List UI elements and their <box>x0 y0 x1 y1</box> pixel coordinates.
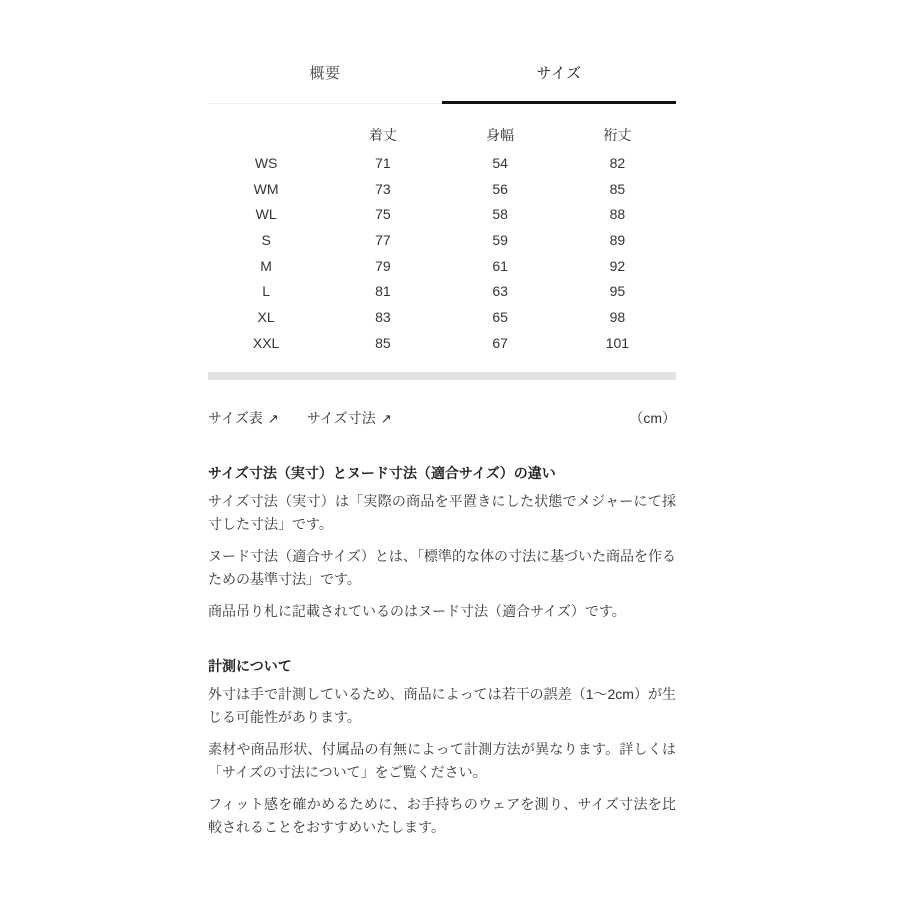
section-heading: 計測について <box>208 657 292 674</box>
row-size-label: L <box>262 283 271 300</box>
link-size-measurements-label: サイズ寸法 <box>306 409 376 426</box>
size-table-head <box>208 120 676 150</box>
paragraph: サイズ寸法（実寸）は「実際の商品を平置きにした状態でメジャーにて採寸した寸法」です。 <box>208 492 676 532</box>
cell-mihaba: 63 <box>492 283 508 300</box>
cell-kitake: 79 <box>375 257 391 274</box>
table-header-row <box>208 120 676 150</box>
tab-size-label: サイズ <box>536 65 582 82</box>
tab-bar <box>208 64 676 104</box>
cell-mihaba: 61 <box>492 257 508 274</box>
table-row <box>208 201 676 227</box>
row-size-label: WS <box>254 154 278 171</box>
cell-kitake: 71 <box>375 154 391 171</box>
cell-kitake: 77 <box>375 231 391 248</box>
cell-yukitake: 85 <box>609 180 626 197</box>
row-size-label: WL <box>255 206 277 223</box>
cell-kitake: 75 <box>375 206 391 223</box>
section-heading: サイズ寸法（実寸）とヌード寸法（適合サイズ）の違い <box>208 464 556 481</box>
row-size-label: WM <box>253 180 279 197</box>
row-size-label: S <box>261 231 271 248</box>
paragraph: ヌード寸法（適合サイズ）とは、「標準的な体の寸法に基づいた商品を作るための基準寸法」です。 <box>208 547 676 587</box>
tab-size[interactable] <box>442 64 676 104</box>
cell-mihaba: 54 <box>492 154 508 171</box>
cell-yukitake: 101 <box>605 334 630 351</box>
paragraph: 外寸は手で計測しているため、商品によっては若干の誤差（1〜2cm）が生じる可能性があります。 <box>208 685 676 725</box>
cell-yukitake: 89 <box>609 231 626 248</box>
table-row <box>208 176 676 202</box>
size-measurement-table <box>208 120 676 356</box>
cell-mihaba: 59 <box>492 231 508 248</box>
table-row <box>208 227 676 253</box>
row-size-label: M <box>260 257 272 274</box>
link-size-chart-label: サイズ表 <box>208 409 263 426</box>
tab-overview[interactable] <box>208 64 442 104</box>
cell-mihaba: 67 <box>492 334 508 351</box>
tab-overview-label: 概要 <box>309 65 341 82</box>
size-table-body <box>208 150 676 356</box>
cell-mihaba: 58 <box>492 206 508 223</box>
cell-kitake: 83 <box>375 308 391 325</box>
link-size-chart[interactable] <box>208 408 279 429</box>
content-column <box>208 0 676 839</box>
external-link-arrow-icon: ↗ <box>267 410 279 426</box>
cell-kitake: 81 <box>375 283 391 300</box>
row-size-label: XXL <box>252 334 280 351</box>
link-size-measurements[interactable] <box>307 408 392 429</box>
column-header-kitake: 着丈 <box>368 127 397 143</box>
table-corner-header <box>208 120 324 150</box>
paragraph: 素材や商品形状、付属品の有無によって計測方法が異なります。詳しくは「サイズの寸法について」をご覧ください。 <box>208 740 676 780</box>
table-row <box>208 150 676 176</box>
table-horizontal-scrollbar[interactable] <box>208 372 676 380</box>
table-row <box>208 278 676 304</box>
cell-mihaba: 56 <box>492 180 508 197</box>
section-size-vs-nude <box>208 462 676 623</box>
unit-label: （cm） <box>629 409 676 426</box>
cell-yukitake: 88 <box>609 206 626 223</box>
cell-mihaba: 65 <box>492 308 508 325</box>
table-row <box>208 330 676 356</box>
cell-yukitake: 95 <box>609 283 626 300</box>
links-row <box>208 408 676 429</box>
paragraph: フィット感を確かめるために、お手持ちのウェアを測り、サイズ寸法を比較されることをおすすめいたします。 <box>208 795 676 835</box>
external-link-arrow-icon: ↗ <box>380 410 392 426</box>
section-measurement-notes <box>208 655 676 839</box>
cell-kitake: 73 <box>375 180 391 197</box>
column-header-yukitake: 裄丈 <box>603 127 632 143</box>
column-header-mihaba: 身幅 <box>486 127 515 143</box>
cell-yukitake: 98 <box>609 308 626 325</box>
cell-yukitake: 92 <box>609 257 626 274</box>
cell-kitake: 85 <box>375 334 391 351</box>
cell-yukitake: 82 <box>609 154 626 171</box>
table-row <box>208 253 676 279</box>
row-size-label: XL <box>257 308 275 325</box>
paragraph: 商品吊り札に記載されているのはヌード寸法（適合サイズ）です。 <box>208 602 626 619</box>
table-row <box>208 304 676 330</box>
